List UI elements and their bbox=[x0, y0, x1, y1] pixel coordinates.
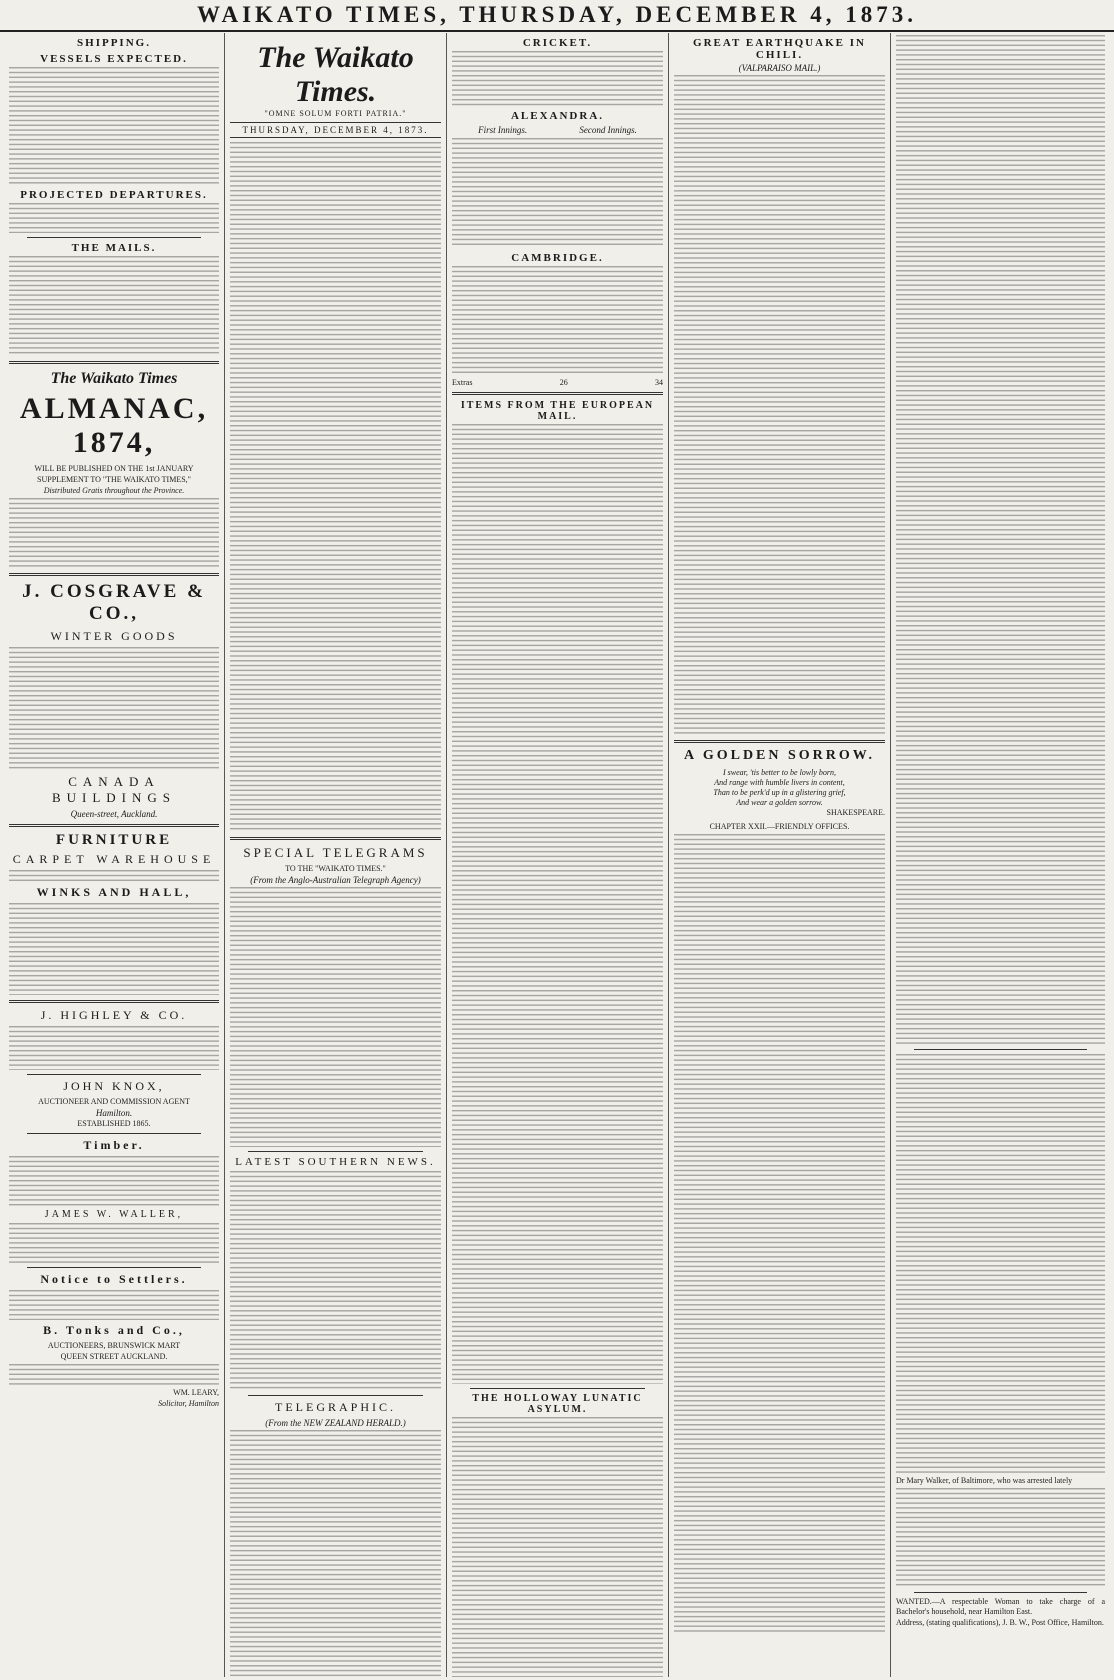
tonks-queen: QUEEN STREET AUCKLAND. bbox=[60, 1352, 168, 1361]
column-editorial bbox=[224, 33, 446, 1677]
winks-text bbox=[9, 903, 219, 995]
knox-established: ESTABLISHED 1865. bbox=[77, 1119, 151, 1128]
divider bbox=[248, 1151, 423, 1152]
knox-auctioneer: AUCTIONEER AND COMMISSION AGENT bbox=[38, 1097, 190, 1106]
notice-text bbox=[9, 1290, 219, 1320]
cosgrave-heading: J. COSGRAVE & CO., bbox=[22, 581, 206, 624]
cricket-heading: CRICKET. bbox=[522, 37, 593, 49]
almanac-heading: ALMANAC, 1874, bbox=[19, 392, 209, 459]
divider bbox=[9, 824, 219, 827]
tonks-sub: AUCTIONEERS, BRUNSWICK MART bbox=[47, 1341, 181, 1350]
first-innings-label: First Innings. bbox=[478, 125, 528, 135]
highley-text bbox=[9, 1026, 219, 1070]
latest-news-heading: LATEST SOUTHERN NEWS. bbox=[235, 1156, 436, 1168]
european-mail-text bbox=[452, 424, 663, 1384]
highley-heading: J. HIGHLEY & CO. bbox=[40, 1008, 188, 1022]
divider bbox=[27, 1074, 201, 1075]
divider bbox=[674, 740, 885, 743]
cambridge-heading: CAMBRIDGE. bbox=[511, 252, 604, 264]
timber-text bbox=[9, 1156, 219, 1206]
knox-heading: JOHN KNOX, bbox=[63, 1079, 165, 1093]
special-telegrams-heading: SPECIAL TELEGRAMS bbox=[243, 845, 428, 860]
divider bbox=[452, 392, 663, 395]
earthquake-text bbox=[674, 75, 885, 735]
divider bbox=[27, 1267, 201, 1268]
tonks-text bbox=[9, 1364, 219, 1386]
story-continued-text bbox=[896, 35, 1105, 1045]
european-mail-heading: ITEMS FROM THE EUROPEAN MAIL. bbox=[460, 400, 655, 422]
poem-attribution: SHAKESPEARE. bbox=[826, 808, 885, 817]
column-story-continued bbox=[890, 33, 1110, 1677]
canada-buildings: CANADA BUILDINGS bbox=[51, 774, 177, 805]
column-feature bbox=[668, 33, 890, 1677]
story-text bbox=[674, 834, 885, 1634]
dr-mary-line: Dr Mary Walker, of Baltimore, who was arrested lately bbox=[896, 1476, 1073, 1485]
chapter-heading: CHAPTER XXII.—FRIENDLY OFFICES. bbox=[709, 822, 850, 831]
winter-goods: WINTER GOODS bbox=[50, 629, 178, 643]
waller-heading: JAMES W. WALLER, bbox=[44, 1209, 184, 1220]
leary-name: WM. LEARY, bbox=[173, 1388, 219, 1397]
innings-header bbox=[452, 124, 663, 136]
miscellany-text-2 bbox=[896, 1488, 1105, 1588]
special-telegrams-sub: TO THE "WAIKATO TIMES." bbox=[285, 864, 386, 873]
divider bbox=[27, 1133, 201, 1134]
newspaper-logo: The Waikato Times. bbox=[257, 41, 414, 108]
carpet-text bbox=[9, 870, 219, 882]
vessels-text bbox=[9, 67, 219, 185]
waller-text bbox=[9, 1223, 219, 1263]
poem-line: I swear, 'tis better to be lowly born, bbox=[722, 768, 837, 777]
tonks-heading: B. Tonks and Co., bbox=[43, 1323, 185, 1337]
earthquake-heading: GREAT EARTHQUAKE IN CHILI. bbox=[693, 37, 866, 61]
extras-row bbox=[452, 378, 663, 387]
mails-heading: THE MAILS. bbox=[71, 242, 157, 254]
cosgrave-text bbox=[9, 647, 219, 771]
cricket-intro bbox=[452, 51, 663, 106]
mails-text bbox=[9, 256, 219, 356]
almanac-sub: WILL BE PUBLISHED ON THE 1st JANUARY bbox=[34, 464, 194, 473]
queen-street: Queen-street, Auckland. bbox=[70, 809, 158, 819]
column-news bbox=[446, 33, 668, 1677]
agency-line: (From the Anglo-Australian Telegraph Agency) bbox=[250, 875, 421, 885]
divider bbox=[470, 1388, 645, 1389]
furniture-heading: FURNITURE bbox=[55, 832, 173, 848]
dateline: THURSDAY, DECEMBER 4, 1873. bbox=[230, 122, 441, 138]
poem-line: Than to be perk'd up in a glistering grief, bbox=[713, 788, 846, 797]
projected-text bbox=[9, 203, 219, 233]
divider bbox=[914, 1592, 1087, 1593]
divider bbox=[9, 1000, 219, 1003]
notice-heading: Notice to Settlers. bbox=[40, 1272, 188, 1286]
columns bbox=[4, 33, 1110, 1677]
herald-line: (From the NEW ZEALAND HERALD.) bbox=[265, 1418, 406, 1428]
newspaper-motto: "OMNE SOLUM FORTI PATRIA." bbox=[264, 109, 407, 118]
alexandra-heading: ALEXANDRA. bbox=[510, 110, 605, 122]
holloway-heading: THE HOLLOWAY LUNATIC ASYLUM. bbox=[472, 1393, 643, 1415]
total-b: 34 bbox=[655, 378, 663, 387]
latest-news-text bbox=[230, 1171, 441, 1391]
almanac-title: The Waikato Times bbox=[50, 370, 178, 387]
shipping-heading: SHIPPING. bbox=[77, 37, 151, 49]
timber-heading: Timber. bbox=[83, 1138, 145, 1152]
total-a: 26 bbox=[559, 378, 568, 387]
wanted-ad: WANTED.—A respectable Woman to take charge of a Bachelor's household, near Hamilton East. bbox=[896, 1597, 1105, 1616]
alexandra-scores bbox=[452, 138, 663, 248]
divider bbox=[914, 1049, 1087, 1050]
valparaiso-line: (VALPARAISO MAIL.) bbox=[738, 63, 821, 73]
knox-hamilton: Hamilton. bbox=[95, 1108, 133, 1118]
leader-text bbox=[230, 142, 441, 832]
almanac-distributed: Distributed Gratis throughout the Province. bbox=[43, 486, 185, 495]
holloway-text bbox=[452, 1417, 663, 1677]
almanac-supplement: SUPPLEMENT TO "THE WAIKATO TIMES," bbox=[37, 475, 191, 484]
telegraphic-heading: TELEGRAPHIC. bbox=[275, 1400, 396, 1414]
masthead: WAIKATO TIMES, THURSDAY, DECEMBER 4, 1873. bbox=[0, 0, 1114, 32]
telegraphic-text bbox=[230, 1430, 441, 1677]
leary-title: Solicitor, Hamilton bbox=[158, 1399, 219, 1408]
divider bbox=[9, 573, 219, 576]
divider bbox=[230, 837, 441, 840]
miscellany-text bbox=[896, 1054, 1105, 1474]
second-innings-label: Second Innings. bbox=[579, 125, 637, 135]
extras-label: Extras bbox=[452, 378, 473, 387]
divider bbox=[248, 1395, 423, 1396]
cambridge-scores bbox=[452, 266, 663, 376]
divider bbox=[9, 361, 219, 364]
projected-heading: PROJECTED DEPARTURES. bbox=[20, 189, 208, 201]
poem-line: And range with humble livers in content, bbox=[714, 778, 845, 787]
vessels-heading: VESSELS EXPECTED. bbox=[40, 53, 188, 65]
golden-sorrow-heading: A GOLDEN SORROW. bbox=[683, 748, 875, 763]
column-advertisements bbox=[4, 33, 224, 1677]
epigraph bbox=[674, 768, 885, 818]
poem-line: And wear a golden sorrow. bbox=[736, 798, 823, 807]
winks-heading: WINKS AND HALL, bbox=[36, 885, 192, 899]
almanac-text bbox=[9, 498, 219, 568]
telegrams-text bbox=[230, 887, 441, 1147]
wanted-address: Address, (stating qualifications), J. B. W., Post Office, Hamilton. bbox=[896, 1618, 1104, 1627]
divider bbox=[27, 237, 201, 238]
carpet-heading: CARPET WAREHOUSE bbox=[12, 852, 216, 866]
